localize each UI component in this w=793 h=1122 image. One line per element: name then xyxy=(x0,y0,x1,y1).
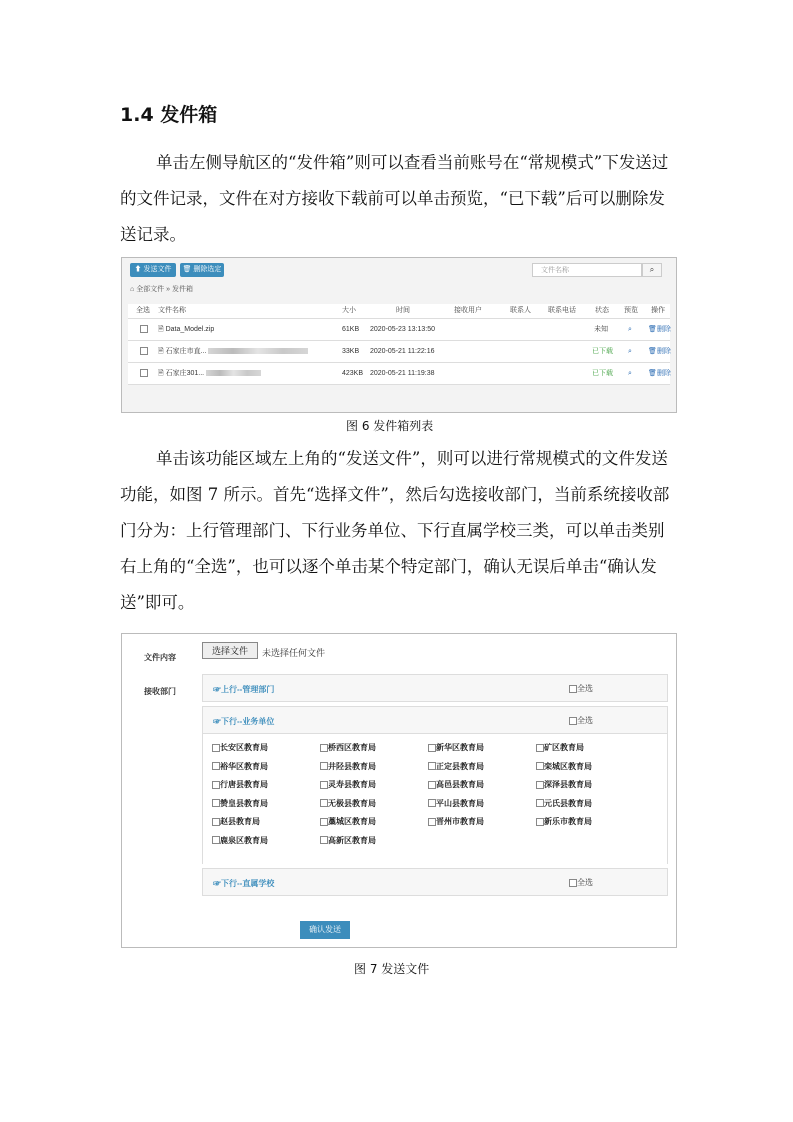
preview-icon[interactable]: ⌕ xyxy=(628,370,632,377)
unit-checkbox[interactable]: 无极县教育局 xyxy=(320,798,376,809)
group-title[interactable]: ☞下行--直属学校 xyxy=(213,879,275,888)
file-time: 2020-05-21 11:22:16 xyxy=(370,348,435,355)
send-file-screenshot xyxy=(121,633,677,948)
unit-checkbox[interactable]: 矿区教育局 xyxy=(536,742,584,753)
unit-checkbox[interactable]: 灵寿县教育局 xyxy=(320,779,376,790)
preview-icon[interactable]: ⌕ xyxy=(628,348,632,355)
unit-checkbox[interactable]: 平山县教育局 xyxy=(428,798,484,809)
unit-checkbox[interactable]: 新乐市教育局 xyxy=(536,816,592,827)
unit-checkbox[interactable]: 藁城区教育局 xyxy=(320,816,376,827)
group-panel-direct-schools xyxy=(202,868,668,896)
delete-link[interactable]: 🗑删除 xyxy=(648,370,671,377)
figure-6-caption: 图 6 发件箱列表 xyxy=(346,419,434,433)
select-all-checkbox[interactable]: 全选 xyxy=(569,715,593,726)
figure-7-caption: 图 7 发送文件 xyxy=(354,962,430,976)
unit-checkbox[interactable]: 赵县教育局 xyxy=(212,816,260,827)
unit-checkbox[interactable]: 栾城区教育局 xyxy=(536,761,592,772)
row-checkbox[interactable] xyxy=(140,347,148,355)
col-contact: 联系人 xyxy=(510,307,531,314)
table-header xyxy=(128,304,670,319)
receiving-dept-label: 接收部门 xyxy=(144,687,176,696)
file-time: 2020-05-23 13:13:50 xyxy=(370,326,435,333)
outbox-table xyxy=(128,304,670,385)
paragraph-outbox: 单击左侧导航区的“发件箱”则可以查看当前账号在“常规模式”下发送过的文件记录，文件在对方接收下载前可以单击预览，“已下载”后可以删除发送记录。 xyxy=(120,153,669,244)
unit-checkbox[interactable]: 新华区教育局 xyxy=(428,742,484,753)
unit-checkbox[interactable]: 深泽县教育局 xyxy=(536,779,592,790)
preview-icon[interactable]: ⌕ xyxy=(628,326,632,333)
breadcrumb: ⌂ 全部文件 » 发件箱 xyxy=(130,286,193,293)
unit-checkbox[interactable]: 高邑县教育局 xyxy=(428,779,484,790)
delete-link[interactable]: 🗑删除 xyxy=(648,326,671,333)
unit-checkbox[interactable]: 赞皇县教育局 xyxy=(212,798,268,809)
table-row xyxy=(128,341,670,363)
group-panel-upper-management xyxy=(202,674,668,702)
choose-file-button[interactable]: 选择文件 xyxy=(202,642,258,659)
unit-checkbox[interactable]: 裕华区教育局 xyxy=(212,761,268,772)
col-op: 操作 xyxy=(651,307,665,314)
row-checkbox[interactable] xyxy=(140,369,148,377)
col-preview: 预览 xyxy=(624,307,638,314)
unit-checkbox[interactable]: 桥西区教育局 xyxy=(320,742,376,753)
group-title[interactable]: ☞上行--管理部门 xyxy=(213,685,275,694)
unit-checkbox[interactable]: 正定县教育局 xyxy=(428,761,484,772)
unit-checkbox[interactable]: 鹿泉区教育局 xyxy=(212,835,268,846)
outbox-screenshot xyxy=(121,257,677,413)
section-title: 1.4 发件箱 xyxy=(120,104,218,126)
file-size: 33KB xyxy=(342,348,360,355)
table-row xyxy=(128,363,670,385)
col-status: 状态 xyxy=(595,307,609,314)
status-badge: 未知 xyxy=(594,326,608,333)
send-file-button[interactable]: ⬆ 发送文件 xyxy=(130,263,176,277)
search-input[interactable]: 文件名称 xyxy=(532,263,642,277)
select-all-checkbox[interactable]: 全选 xyxy=(569,683,593,694)
file-size: 423KB xyxy=(342,370,364,377)
no-file-text: 未选择任何文件 xyxy=(262,648,326,658)
file-content-label: 文件内容 xyxy=(144,653,176,662)
status-badge: 已下载 xyxy=(592,370,613,377)
unit-checkbox[interactable]: 高新区教育局 xyxy=(320,835,376,846)
redacted-text xyxy=(206,370,261,376)
col-size: 大小 xyxy=(342,307,356,314)
unit-checkbox[interactable]: 行唐县教育局 xyxy=(212,779,268,790)
col-name: 文件名称 xyxy=(158,307,186,314)
file-name[interactable]: 🗎 Data_Model.zip xyxy=(158,326,215,333)
confirm-send-button[interactable]: 确认发送 xyxy=(300,921,350,939)
search-icon[interactable]: ⌕ xyxy=(642,263,662,277)
unit-checkbox[interactable]: 晋州市教育局 xyxy=(428,816,484,827)
col-time: 时间 xyxy=(396,307,410,314)
row-checkbox[interactable] xyxy=(140,325,148,333)
redacted-text xyxy=(208,348,308,354)
select-all-checkbox[interactable]: 全选 xyxy=(569,877,593,888)
table-row xyxy=(128,319,670,341)
unit-checkbox[interactable]: 长安区教育局 xyxy=(212,742,268,753)
paragraph-send-file: 单击该功能区域左上角的“发送文件”，则可以进行常规模式的文件发送功能，如图 7 所示。首先“选择文件”，然后勾选接收部门，当前系统接收部门分为：上行管理部门、下行业务单位、下行直属学校三类，可以单击类别右上角的“全选”，也可以逐个单击某个特定部门，确认无误后单击“确认发送”即可。 xyxy=(120,449,670,612)
group-title[interactable]: ☞下行--业务单位 xyxy=(213,717,275,726)
delete-link[interactable]: 🗑删除 xyxy=(648,348,671,355)
status-badge: 已下载 xyxy=(592,348,613,355)
file-name[interactable]: 🗎 石家庄301... xyxy=(158,363,261,384)
unit-checkbox[interactable]: 元氏县教育局 xyxy=(536,798,592,809)
file-time: 2020-05-21 11:19:38 xyxy=(370,370,435,377)
unit-checkbox[interactable]: 井陉县教育局 xyxy=(320,761,376,772)
file-name[interactable]: 🗎 石家庄市直... xyxy=(158,341,308,362)
col-receiver: 接收用户 xyxy=(454,307,482,314)
file-size: 61KB xyxy=(342,326,360,333)
col-phone: 联系电话 xyxy=(548,307,576,314)
delete-selected-button[interactable]: 🗑 删除选定 xyxy=(180,263,224,277)
select-all-link[interactable]: 全选 xyxy=(136,307,150,314)
